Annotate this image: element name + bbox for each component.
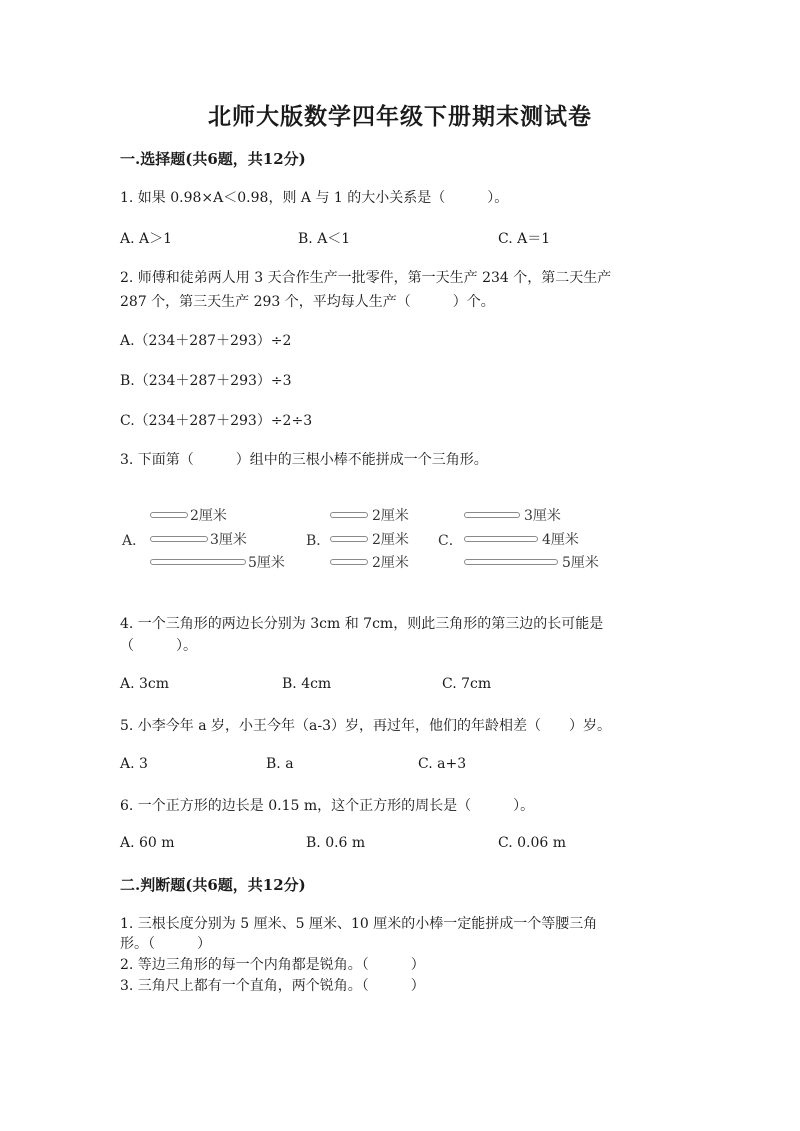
group-c-stick-3-label: 5厘米 xyxy=(562,555,599,571)
question-4-line-2: （ ）。 xyxy=(120,638,197,654)
section-heading-choice: 一.选择题(共6题，共12分) xyxy=(120,150,306,168)
question-2-option-c: C.（234＋287＋293）÷2÷3 xyxy=(120,413,313,429)
question-2-line-2: 287 个，第三天生产 293 个，平均每人生产（ ）个。 xyxy=(120,294,495,310)
judgement-3-text: 3. 三角尺上都有一个直角，两个锐角。（ ） xyxy=(120,978,425,994)
question-2-option-b: B.（234＋287＋293）÷3 xyxy=(120,373,292,389)
group-b-stick-3-label: 2厘米 xyxy=(372,555,409,571)
question-1-option-b: B. A＜1 xyxy=(298,231,351,247)
group-c-stick-1 xyxy=(464,512,520,518)
group-b-stick-2-label: 2厘米 xyxy=(372,532,409,548)
question-5-option-b: B. a xyxy=(266,756,294,772)
question-2-line-1: 2. 师傅和徒弟两人用 3 天合作生产一批零件，第一天生产 234 个，第二天生产 xyxy=(120,270,612,286)
group-a-stick-2-label: 3厘米 xyxy=(210,532,247,548)
judgement-1-line-2: 形。（ ） xyxy=(120,936,211,952)
group-b-stick-1-label: 2厘米 xyxy=(372,508,409,524)
group-c-stick-2 xyxy=(464,536,538,542)
question-1-option-a: A. A＞1 xyxy=(120,231,173,247)
question-2-option-a: A.（234＋287＋293）÷2 xyxy=(120,333,292,349)
question-6-option-c: C. 0.06 m xyxy=(498,835,567,851)
question-4-option-b: B. 4cm xyxy=(282,676,332,692)
group-c-label: C． xyxy=(438,533,463,549)
group-b-stick-2 xyxy=(330,536,368,542)
question-6-option-b: B. 0.6 m xyxy=(306,835,366,851)
group-b-stick-3 xyxy=(330,559,368,565)
question-5-option-c: C. a+3 xyxy=(418,756,467,772)
section-heading-judgement: 二.判断题(共6题，共12分) xyxy=(120,876,306,894)
question-4-option-c: C. 7cm xyxy=(442,676,492,692)
question-4-option-a: A. 3cm xyxy=(120,676,170,692)
question-4-line-1: 4. 一个三角形的两边长分别为 3cm 和 7cm，则此三角形的第三边的长可能是 xyxy=(120,616,604,632)
group-a-stick-1 xyxy=(150,512,188,518)
group-a-stick-3-label: 5厘米 xyxy=(248,555,285,571)
group-c-stick-2-label: 4厘米 xyxy=(542,532,579,548)
question-1-option-c: C. A＝1 xyxy=(498,231,551,247)
group-a-stick-3 xyxy=(150,559,246,565)
question-3-text: 3. 下面第（ ）组中的三根小棒不能拼成一个三角形。 xyxy=(120,452,488,468)
question-5-text: 5. 小李今年 a 岁，小王今年（a-3）岁，再过年，他们的年龄相差（ ）岁。 xyxy=(120,718,612,734)
question-1-text: 1. 如果 0.98×A＜0.98，则 A 与 1 的大小关系是（ ）。 xyxy=(120,190,509,206)
question-6-option-a: A. 60 m xyxy=(120,835,175,851)
page-title: 北师大版数学四年级下册期末测试卷 xyxy=(208,103,592,130)
group-c-stick-3 xyxy=(464,559,558,565)
group-a-stick-2 xyxy=(150,536,208,542)
group-a-label: A． xyxy=(122,533,147,549)
question-6-text: 6. 一个正方形的边长是 0.15 m，这个正方形的周长是（ ）。 xyxy=(120,798,535,814)
judgement-2-text: 2. 等边三角形的每一个内角都是锐角。（ ） xyxy=(120,957,425,973)
group-b-label: B． xyxy=(306,533,331,549)
group-a-stick-1-label: 2厘米 xyxy=(190,508,227,524)
question-5-option-a: A. 3 xyxy=(120,756,148,772)
group-b-stick-1 xyxy=(330,512,368,518)
judgement-1-line-1: 1. 三根长度分别为 5 厘米、5 厘米、10 厘米的小棒一定能拼成一个等腰三角 xyxy=(120,916,598,932)
group-c-stick-1-label: 3厘米 xyxy=(524,508,561,524)
